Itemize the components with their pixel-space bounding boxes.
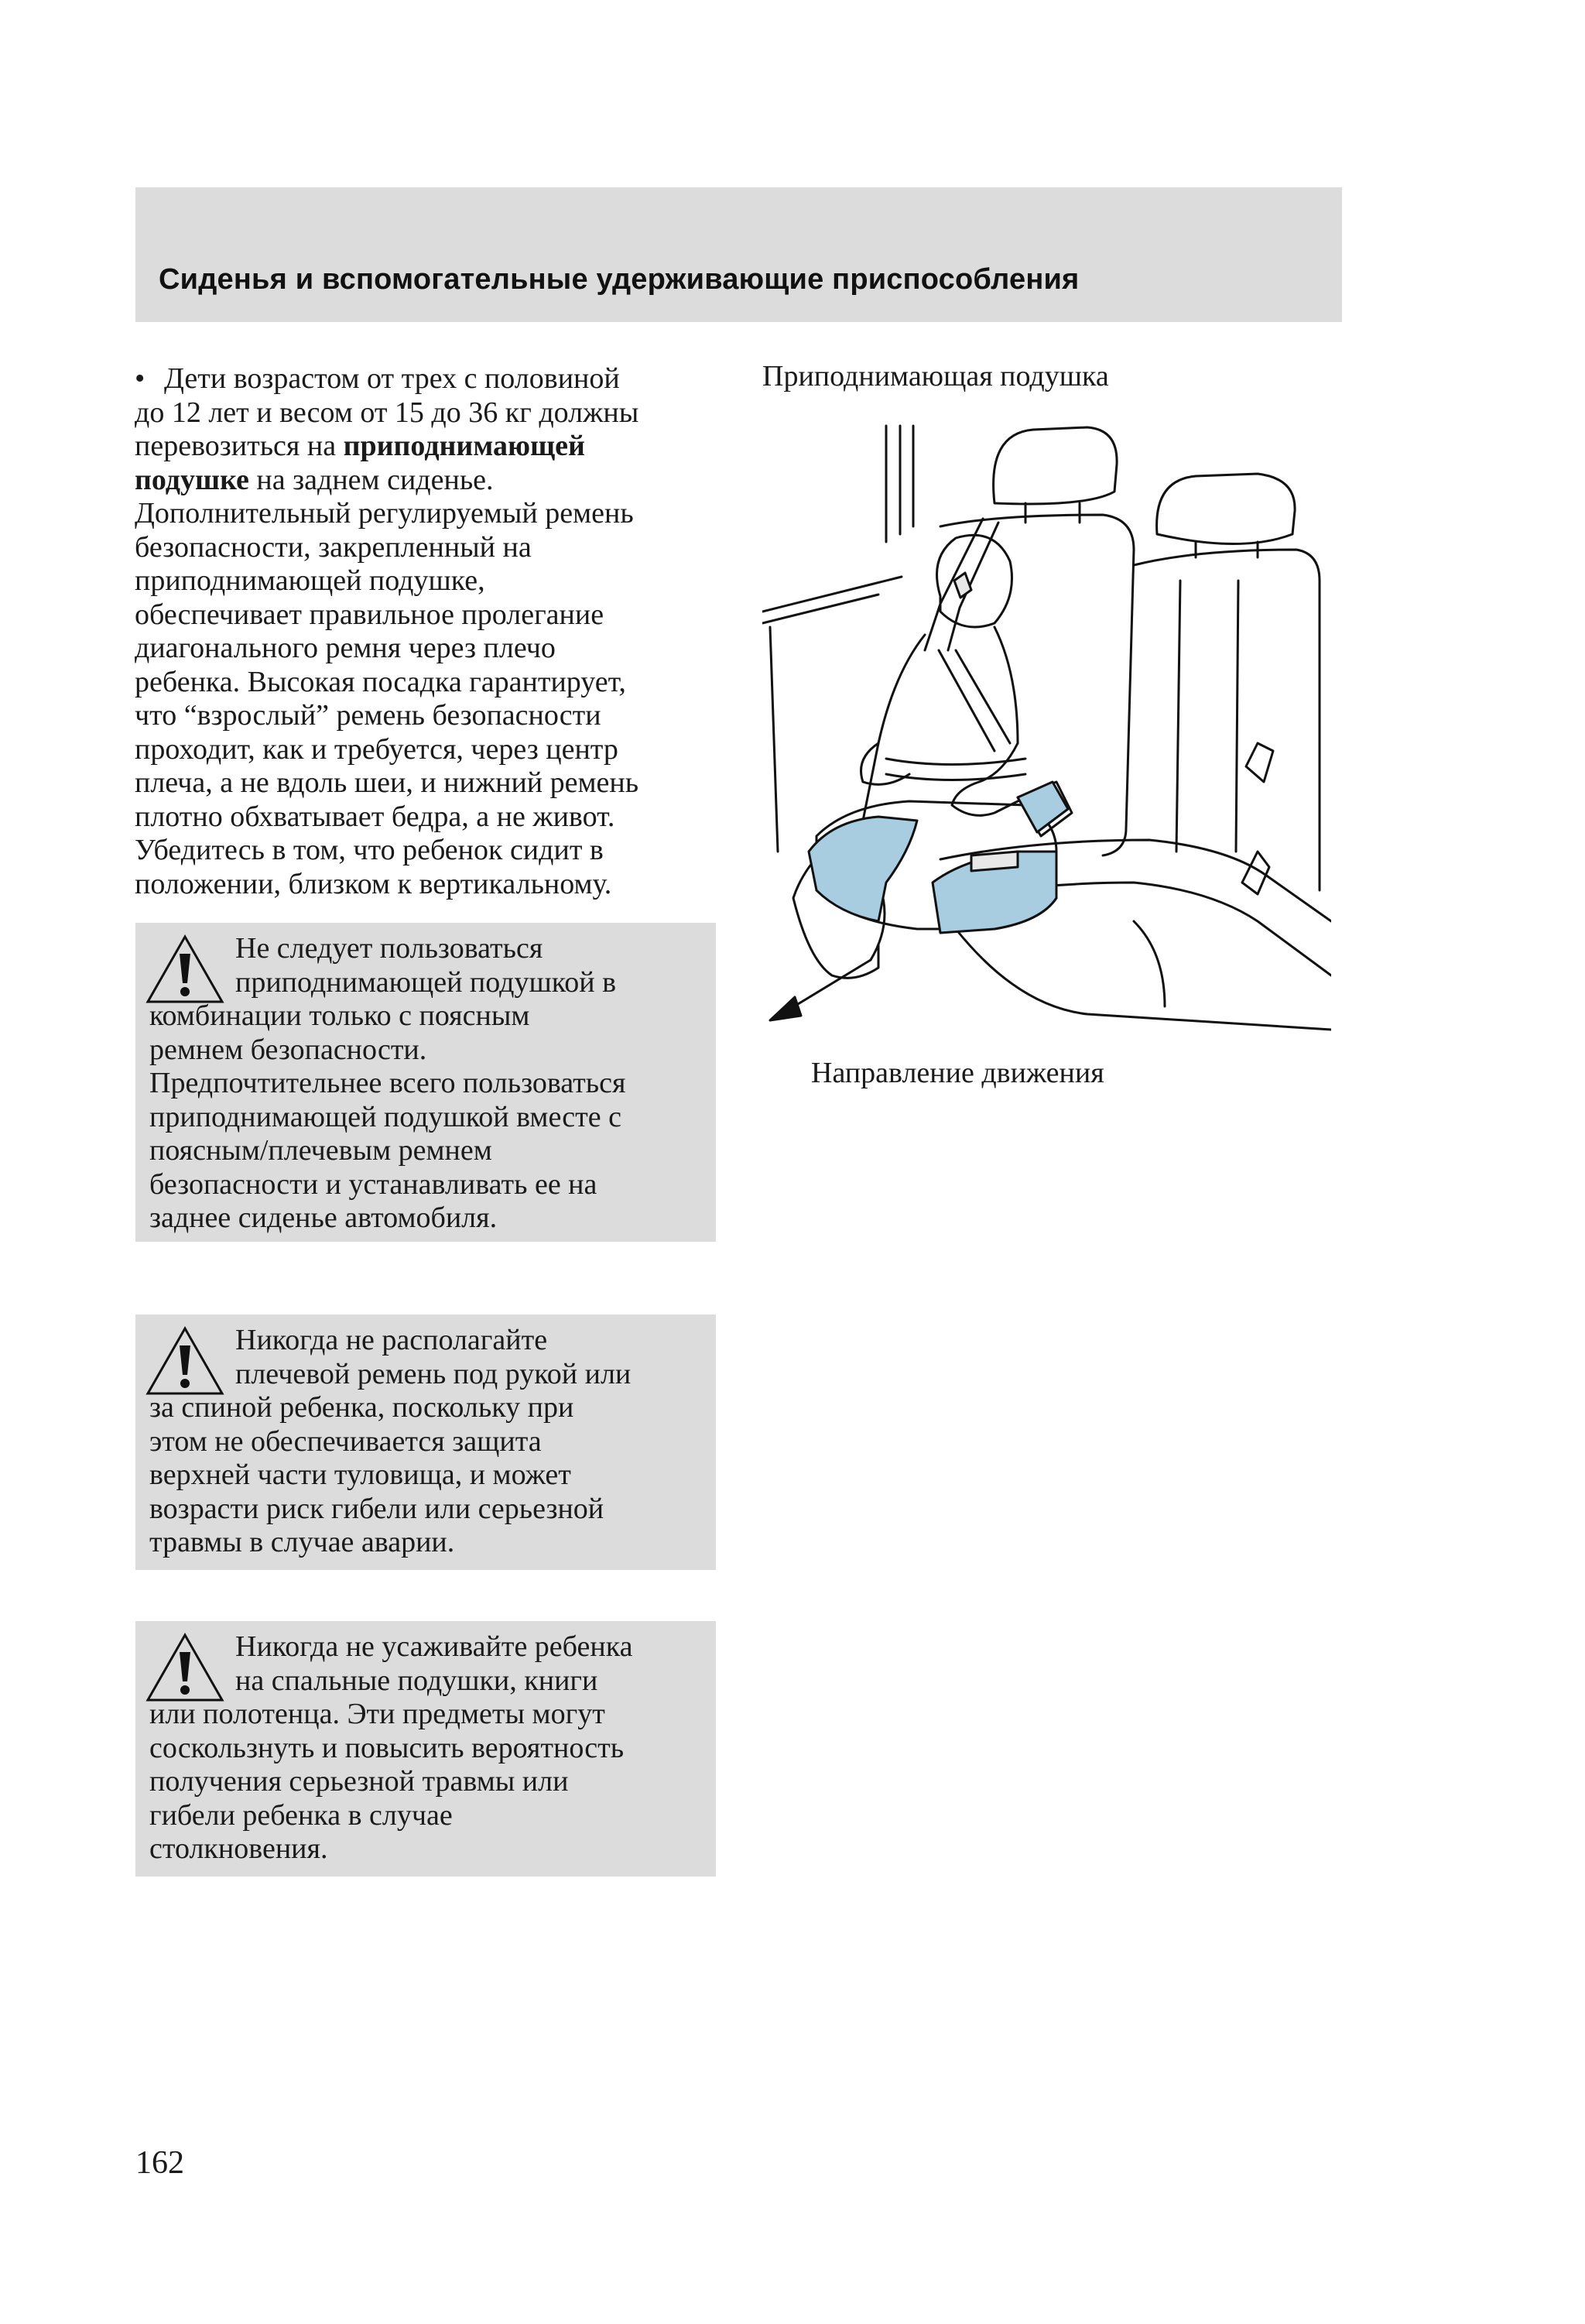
figure-caption-booster: Приподнимающая подушка [762, 360, 1109, 392]
emphasis-booster: приподнимающей [343, 430, 585, 462]
warning-box: Не следует пользоваться приподнимающей подушкой в комбинации только с поясным ремнем безопасности. Предпочтительнее всего пользоваться приподнимающей подушкой вместе с поясным/плечевым ремнем безопасности и устанавливать ее на заднее сиденье автомобиля. [135, 923, 716, 1242]
warning-box: Никогда не усаживайте ребенка на спальные подушки, книги или полотенца. Эти предметы могут соскользнуть и повысить вероятность получения серьезной травмы или гибели ребенка в случае столкновения. [135, 1621, 716, 1877]
emphasis-cushion: подушке [135, 463, 249, 496]
figure-caption-direction: Направление движения [811, 1057, 1104, 1089]
page-number: 162 [135, 2145, 184, 2181]
warning-box: Никогда не располагайте плечевой ремень под рукой или за спиной ребенка, поскольку при этом не обеспечивается защита верхней части туловища, и может возрасти риск гибели или серьезной травмы в случае аварии. [135, 1315, 716, 1570]
section-title: Сиденья и вспомогательные удерживающие приспособления [159, 263, 1080, 296]
booster-seat-illustration [762, 418, 1331, 1037]
bullet-mark: • [135, 362, 145, 395]
main-paragraph: • Дети возрастом от трех с половиной до 12 лет и весом от 15 до 36 кг должны перевозиться на приподнимающей подушке на заднем сиденье. Дополнительный регулируемый ремень безопасности, закрепленный на приподнимающей подушке, обеспечивает правильное пролегание диагонального ремня через плечо ребенка. Высокая посадка гарантирует, что “взрослый” ремень безопасности проходит, как и требуется, через центр плеча, а не вдоль шеи, и нижний ремень плотно обхватывает бедра, а не живот. Убедитесь в том, что ребенок сидит в положении, близком к вертикальному. [135, 362, 639, 900]
section-header-bar [135, 187, 1342, 322]
